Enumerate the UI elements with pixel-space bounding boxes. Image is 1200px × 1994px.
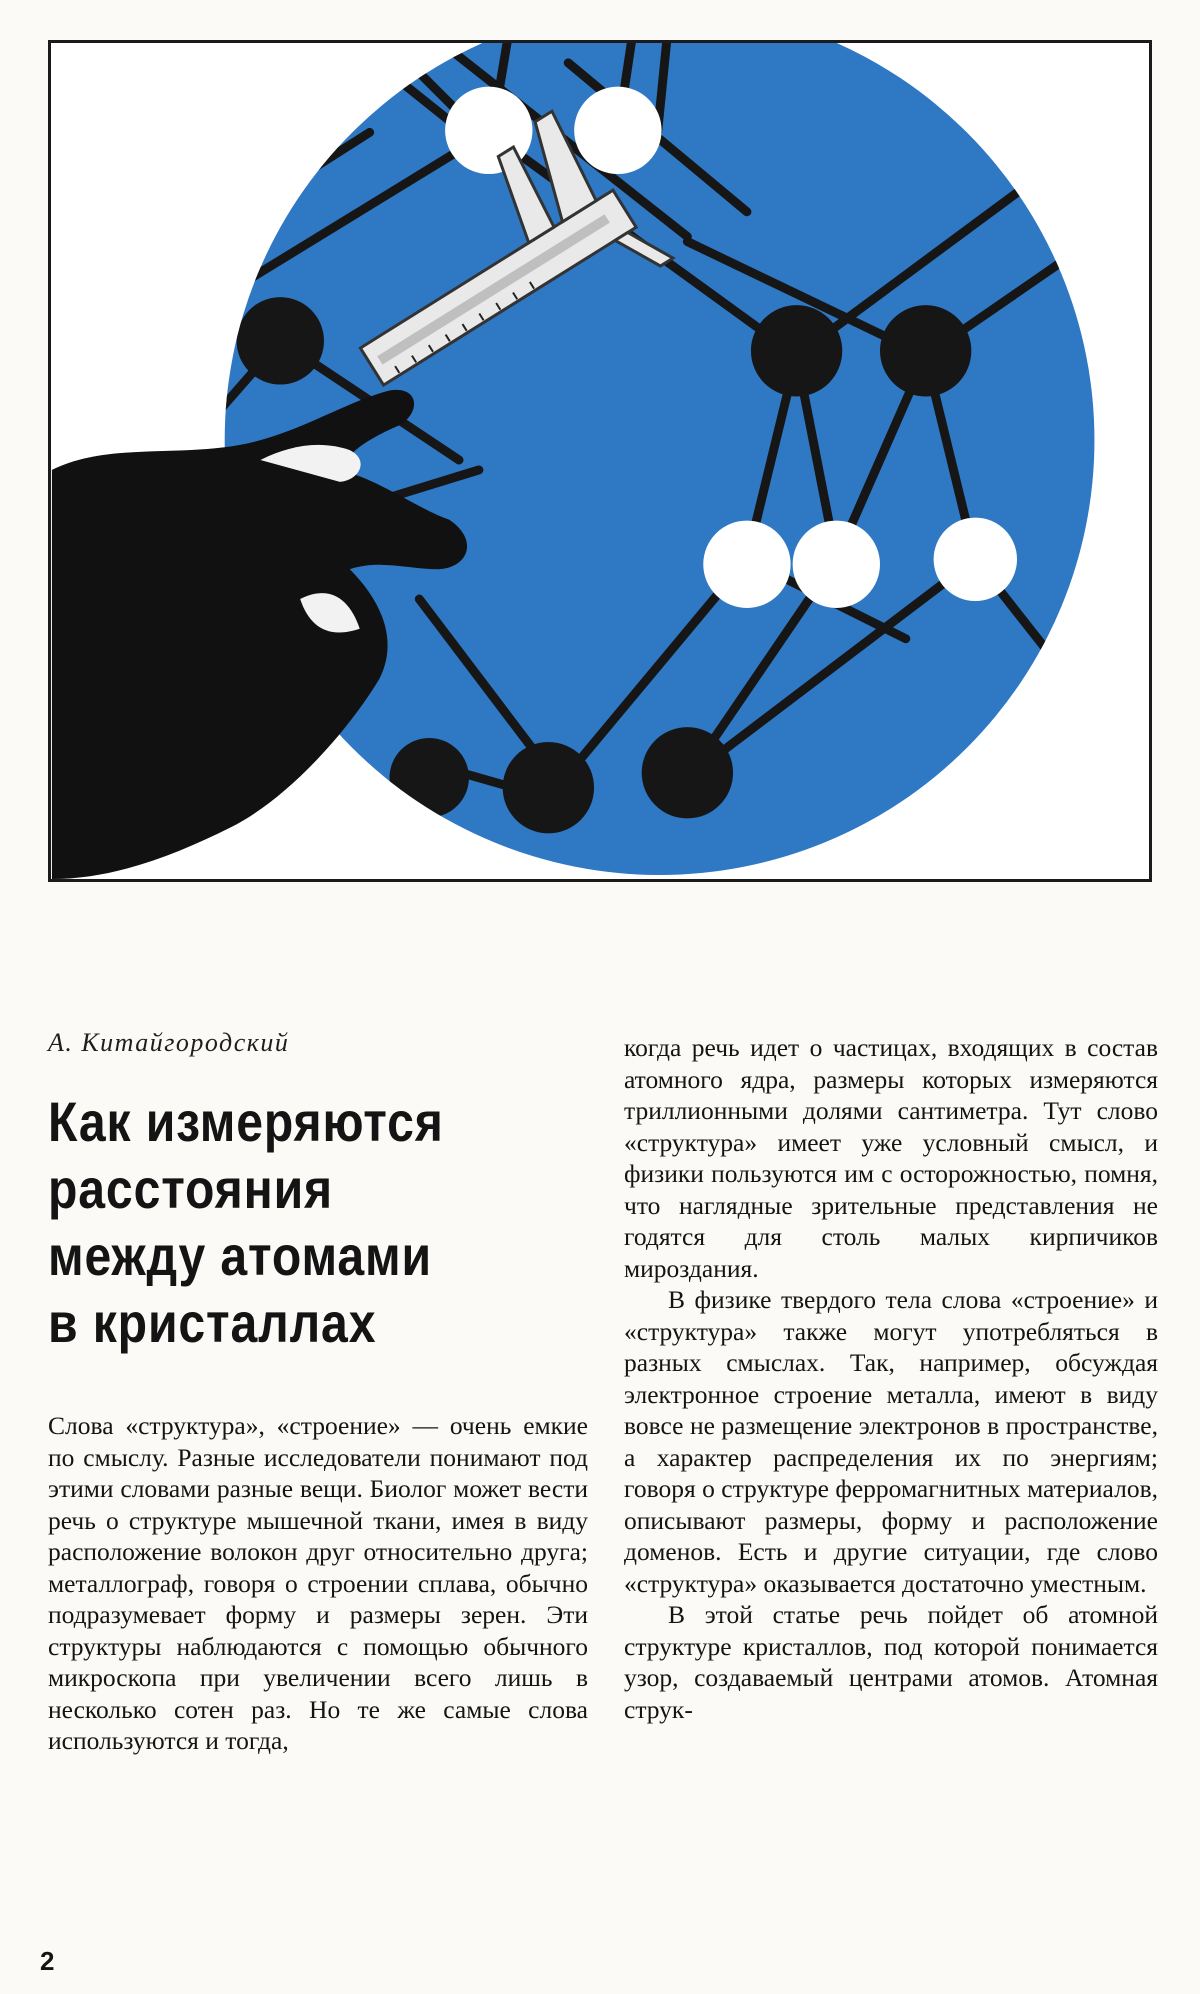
- body-paragraph: В этой статье речь пойдет об атомной структуре кристаллов, под которой понимается узор, создаваемый центрами атомов. Атомная струк-: [624, 1600, 1158, 1724]
- title-line: в кристаллах: [48, 1291, 377, 1354]
- page-number: 2: [40, 1946, 55, 1976]
- crystal-lattice-caliper-illustration: [51, 43, 1149, 879]
- body-paragraph: когда речь идет о частицах, входящих в состав атомного ядра, размеры которых измеряются триллионными долями сантиметра. Тут слово «структура» имеет уже условный смысл, и физики пользуются им с осторожностью, помня, что наглядные зрительные представления не годятся для столь малых кирпичиков мироздания.: [624, 1033, 1158, 1283]
- title-line: между атомами: [48, 1224, 432, 1287]
- author-name: А. Китайгородский: [48, 1028, 290, 1057]
- article-title: [48, 1088, 512, 1356]
- body-paragraph: Слова «структура», «строение» — очень емкие по смыслу. Разные исследователи понимают под этими словами разные вещи. Биолог может вести речь о структуре мышечной ткани, имея в виду расположение волокон друг относительно друга; металлограф, говоря о строении сплава, обычно подразумевает форму и размеры зерен. Эти структуры наблюдаются с помощью обычного микроскопа при увеличении всего лишь в несколько сотен раз. Но те же самые слова используются и тогда,: [48, 1411, 588, 1755]
- illustration-frame: [48, 40, 1152, 882]
- left-column: [48, 1028, 588, 1757]
- title-line: Как измеряются: [48, 1090, 444, 1153]
- right-column: [624, 1032, 1158, 1725]
- title-line: расстояния: [48, 1157, 334, 1220]
- body-paragraph: В физике твердого тела слова «строение» и «структура» также могут употребляться в разных смыслах. Так, например, обсуждая электронное строение металла, имеют в виду вовсе не размещение электронов в пространстве, а характер распределения их по энергиям; говоря о структуре ферромагнитных материалов, описывают размеры, форму и расположение доменов. Есть и другие ситуации, где слово «структура» оказывается достаточно уместным.: [624, 1285, 1158, 1598]
